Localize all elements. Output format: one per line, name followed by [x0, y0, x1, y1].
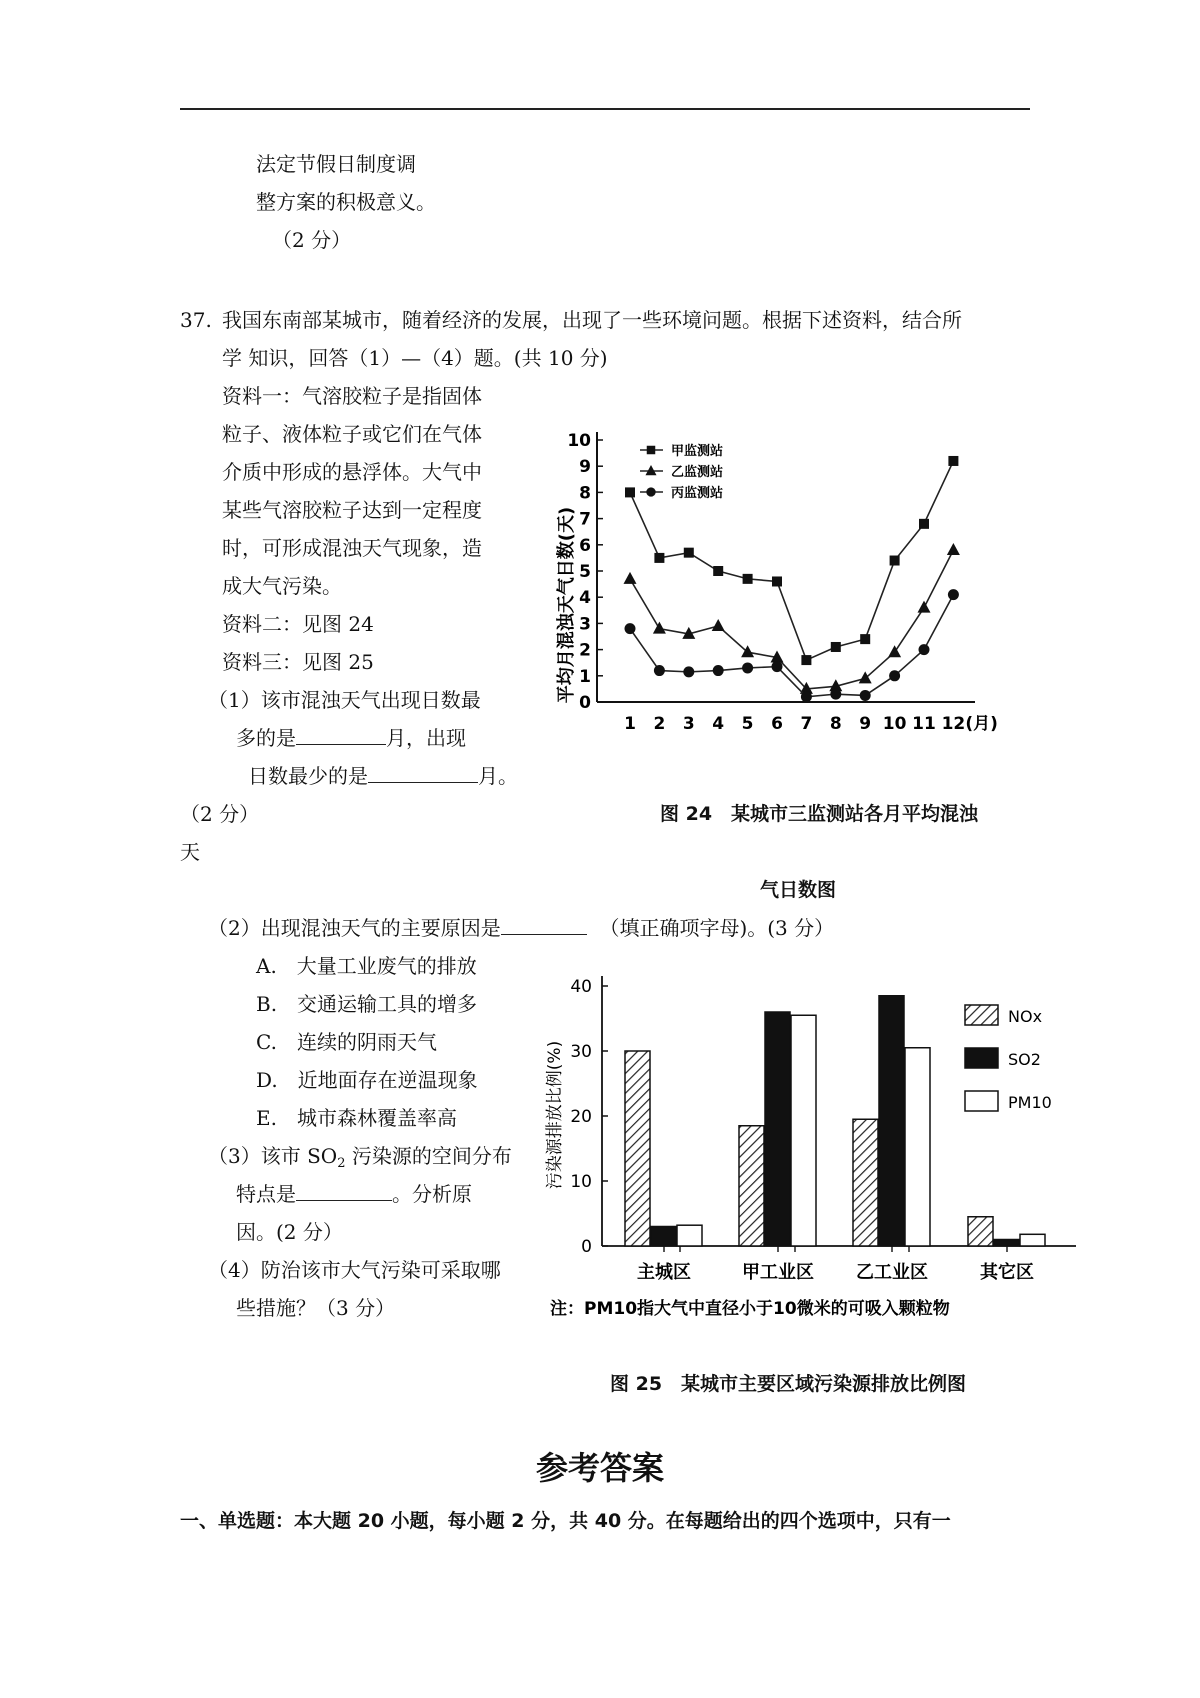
answer-blank-most-month[interactable] [296, 724, 386, 745]
fig25-caption: 图 25 某城市主要区域污染源排放比例图 [610, 1373, 967, 1395]
fig24-data-point [860, 634, 870, 644]
material2: 资料二：见图 24 [222, 612, 374, 636]
fig24-x-tick-label: 3 [682, 714, 695, 734]
fig24-data-point [801, 655, 811, 665]
q1-text-c1: 日数最少的是 [248, 764, 368, 788]
fig24-y-tick-label: 8 [579, 483, 591, 504]
fig25-x-tick-label: 其它区 [980, 1262, 1034, 1283]
material3: 资料三：见图 25 [222, 650, 374, 674]
fig25-legend [965, 1005, 1052, 1112]
material1-line-4: 某些气溶胶粒子达到一定程度 [222, 498, 482, 522]
material1-line-2: 粒子、液体粒子或它们在气体 [222, 422, 482, 446]
fig24-data-point [625, 487, 635, 497]
fig25-bar [651, 1227, 676, 1247]
prev-line-2: 整方案的积极意义。 [256, 190, 436, 214]
answers-heading: 参考答案 [535, 1449, 664, 1487]
fig24-x-tick-label: 11 [912, 714, 936, 734]
fig25-bars [625, 996, 1045, 1246]
fig24-y-tick-label: 5 [579, 562, 591, 582]
fig25-axes [602, 976, 1076, 1246]
fig24-data-point [919, 519, 929, 529]
fig24-data-point [860, 690, 871, 701]
fig25-note: 注：PM10指大气中直径小于10微米的可吸入颗粒物 [550, 1299, 950, 1319]
q3-text-b2: 。分析原 [392, 1182, 472, 1206]
fig24-data-point [742, 662, 753, 673]
fig25-bar [905, 1048, 930, 1246]
fig24-legend-label: 乙监测站 [671, 465, 724, 480]
fig24-caption-wrap-2: 气日数图 [760, 879, 837, 901]
fig25-y-tick-label: 40 [570, 977, 592, 997]
fig25-legend-label: NOx [1008, 1007, 1043, 1026]
fig25-x-ticks [637, 1246, 1034, 1283]
q1-text-c2: 月。 [478, 764, 518, 788]
fig25-legend-label: SO2 [1008, 1050, 1041, 1069]
q3-subscript: 2 [337, 1156, 346, 1171]
fig25-bar [677, 1225, 702, 1246]
q3-text-a1: （3）该市 SO [208, 1144, 338, 1168]
fig24-data-point [947, 543, 960, 555]
fig25-y-tick-label: 0 [581, 1237, 592, 1257]
q2-option-a: A. 大量工业废气的排放 [256, 954, 477, 978]
q37-stem-line-1: 我国东南部某城市，随着经济的发展，出现了一些环境问题。根据下述资料，结合所 [222, 308, 962, 332]
fig24-data-point [684, 548, 694, 558]
prev-line-1: 法定节假日制度调 [256, 152, 416, 176]
fig24-data-point [654, 553, 664, 563]
q2-stem-tail: （填正确项字母)。(3 分） [599, 916, 835, 940]
fig25-y-tick-label: 30 [570, 1042, 592, 1062]
fig25-y-tick-label: 10 [570, 1172, 592, 1192]
q3-line-3: 因。(2 分） [236, 1220, 343, 1244]
fig24-data-point [919, 644, 930, 655]
material1-line-5: 时，可形成混浊天气现象，造 [222, 536, 482, 560]
fig24-y-tick-label: 0 [579, 693, 591, 713]
fig25-bar [791, 1015, 816, 1246]
q2-option-e: E. 城市森林覆盖率高 [256, 1106, 457, 1130]
fig24-legend-marker [647, 446, 656, 455]
fig25-bar-chart [540, 960, 1080, 1330]
fig24-data-point [948, 456, 958, 466]
fig25-y-tick-label: 20 [570, 1107, 592, 1127]
fig25-legend-swatch [965, 1048, 998, 1068]
answers-section-1: 一、单选题：本大题 20 小题，每小题 2 分，共 40 分。在每题给出的四个选项中，只有一 [180, 1510, 951, 1532]
header-rule [180, 108, 1030, 110]
prev-score: （2 分） [272, 228, 352, 252]
fig24-legend-marker [645, 465, 656, 475]
fig24-data-point [890, 556, 900, 566]
fig24-data-point [713, 665, 724, 676]
fig25-bar [625, 1051, 650, 1246]
fig25-bar [765, 1012, 790, 1246]
fig25-x-tick-label: 乙工业区 [856, 1262, 928, 1283]
fig24-x-tick-label: 9 [859, 714, 872, 734]
q2-option-c: C. 连续的阴雨天气 [256, 1030, 437, 1054]
q37-stem-line-2: 学 知识，回答（1）—（4）题。(共 10 分) [222, 346, 608, 370]
fig24-x-tick-label: 10 [882, 714, 907, 734]
fig24-data-point [654, 665, 665, 676]
fig24-x-tick-label: 7 [800, 714, 813, 734]
q2-option-d: D. 近地面存在逆温现象 [256, 1068, 478, 1092]
fig24-data-point [625, 623, 636, 634]
fig25-y-label: 污染源排放比例(%) [545, 1040, 565, 1190]
q3-line-1 [208, 1142, 512, 1178]
fig24-data-point [741, 645, 754, 657]
fig24-y-tick-label: 1 [579, 666, 591, 687]
q1-score: （2 分） [180, 802, 260, 826]
fig25-bar [1020, 1234, 1045, 1246]
answer-blank-reason[interactable] [501, 914, 587, 935]
fig24-x-tick-label: 2 [653, 714, 666, 734]
fig24-data-point [948, 589, 959, 600]
q3-text-a2: 污染源的空间分布 [345, 1144, 512, 1168]
q2-stem [208, 914, 834, 942]
fig24-x-tick-label: 12 [941, 714, 966, 734]
fig24-data-point [712, 619, 725, 631]
fig24-x-tick-label: 8 [829, 714, 842, 734]
q3-text-b1: 特点是 [236, 1182, 296, 1206]
q4-line-2: 些措施？（3 分） [236, 1296, 396, 1320]
fig25-bar [853, 1119, 878, 1246]
fig24-x-tick-label: 6 [771, 714, 783, 734]
fig24-legend-label: 甲监测站 [671, 444, 724, 459]
fig25-legend-swatch [965, 1091, 998, 1111]
fig24-y-tick-label: 10 [567, 431, 591, 451]
material1-line-1: 资料一：气溶胶粒子是指固体 [222, 384, 482, 408]
q1-text-b2: 月，出现 [386, 726, 466, 750]
fig24-data-point [831, 642, 841, 652]
answer-blank-so2-distribution[interactable] [296, 1180, 392, 1201]
q4-line-1: （4）防治该市大气污染可采取哪 [208, 1258, 501, 1282]
q1-line-2 [236, 724, 466, 752]
q1-text-b1: 多的是 [236, 726, 296, 750]
fig24-y-label: 平均月混浊天气日数(天) [556, 506, 577, 704]
fig25-bar [968, 1217, 993, 1246]
answer-blank-least-month[interactable] [368, 762, 478, 783]
fig24-caption: 图 24 某城市三监测站各月平均混浊 [660, 803, 979, 825]
fig24-data-point [801, 691, 812, 702]
fig25-bar [739, 1126, 764, 1246]
q2-option-b: B. 交通运输工具的增多 [256, 992, 478, 1016]
fig24-data-point [713, 566, 723, 576]
fig24-y-tick-label: 9 [579, 457, 591, 478]
fig24-data-point [624, 572, 637, 584]
q1-line-3 [248, 762, 518, 790]
fig24-data-point [653, 622, 666, 634]
q3-line-2 [236, 1180, 472, 1208]
q37-number: 37. [180, 308, 212, 332]
fig24-y-tick-label: 2 [579, 640, 591, 661]
fig24-x-tick-label: 5 [741, 714, 754, 734]
fig24-data-point [859, 671, 872, 683]
fig24-y-tick-label: 6 [579, 535, 591, 556]
fig24-legend-label: 丙监测站 [671, 486, 724, 501]
fig25-legend-swatch [965, 1005, 998, 1025]
q2-stem-text: （2）出现混浊天气的主要原因是 [208, 916, 501, 940]
fig24-x-tick-label: 1 [624, 714, 636, 734]
fig24-x-ticks [624, 714, 998, 734]
fig25-legend-label: PM10 [1008, 1093, 1052, 1112]
fig24-data-point [772, 576, 782, 586]
fig25-bar [994, 1240, 1019, 1247]
fig25-x-tick-label: 甲工业区 [742, 1262, 814, 1283]
fig24-data-point [889, 670, 900, 681]
fig25-bar [879, 996, 904, 1246]
fig24-data-point [918, 601, 931, 613]
fig24-line-chart [545, 420, 1025, 765]
fig24-data-point [743, 574, 753, 584]
fig24-x-tick-label: 4 [712, 714, 725, 734]
material1-line-6: 成大气污染。 [222, 574, 342, 598]
fig24-data-point [830, 689, 841, 700]
fig24-y-tick-label: 4 [579, 588, 591, 609]
fig24-x-label: (月) [965, 714, 998, 734]
material1-line-3: 介质中形成的悬浮体。大气中 [222, 460, 482, 484]
fig24-data-point [683, 666, 694, 677]
fig24-caption-wrap-1: 天 [180, 840, 200, 864]
fig24-series-line [630, 595, 953, 697]
fig25-x-tick-label: 主城区 [637, 1262, 691, 1283]
fig24-legend-marker [646, 487, 655, 496]
fig24-legend [640, 443, 723, 501]
q1-line-1: （1）该市混浊天气出现日数最 [208, 688, 481, 712]
fig24-y-tick-label: 7 [579, 509, 591, 530]
fig24-data-point [888, 645, 901, 657]
fig24-y-tick-label: 3 [579, 614, 591, 635]
fig24-data-point [772, 661, 783, 672]
